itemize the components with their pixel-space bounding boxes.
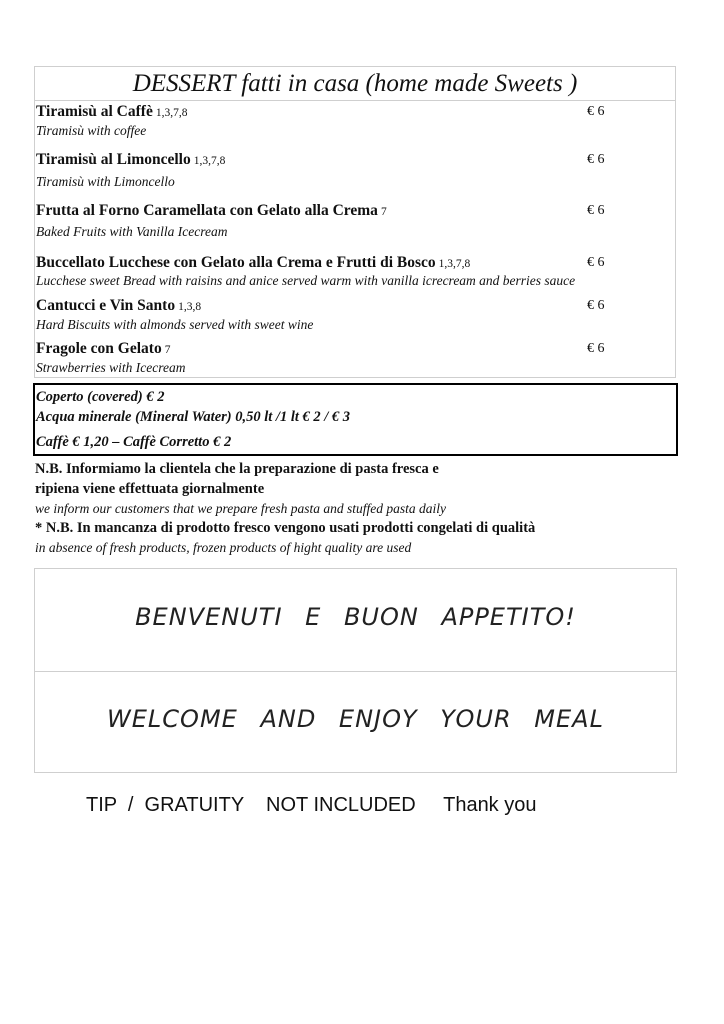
- item-allergens: 1,3,8: [178, 301, 202, 313]
- note-italian-line2: ripiena viene effettuata giornalmente: [35, 481, 265, 497]
- item-price: € 6: [587, 255, 605, 270]
- item-name: Fragole con Gelato 7: [36, 340, 171, 357]
- tip-notice: TIP / GRATUITY NOT INCLUDED Thank you: [86, 794, 537, 816]
- item-description: Lucchese sweet Bread with raisins and anice served warm with vanilla icrecream and berries sauce: [36, 273, 576, 288]
- item-name: Tiramisù al Caffè 1,3,7,8: [36, 103, 188, 120]
- welcome-italian: BENVENUTI E BUON APPETITO!: [135, 603, 576, 631]
- item-allergens: 7: [164, 344, 171, 356]
- item-name: Tiramisù al Limoncello 1,3,7,8: [36, 151, 226, 168]
- welcome-english: WELCOME AND ENJOY YOUR MEAL: [107, 705, 604, 733]
- item-allergens: 7: [380, 206, 387, 218]
- item-allergens: 1,3,7,8: [155, 107, 188, 119]
- note-frozen-english: in absence of fresh products, frozen products of hight quality are used: [35, 540, 412, 555]
- water-line: Acqua minerale (Mineral Water) 0,50 lt /1 lt € 2 / € 3: [36, 409, 351, 425]
- item-description: Tiramisù with coffee: [36, 123, 147, 138]
- item-allergens: 1,3,7,8: [193, 155, 226, 167]
- coperto-line: Coperto (covered) € 2: [36, 389, 165, 405]
- item-price: € 6: [587, 152, 605, 167]
- item-description: Hard Biscuits with almonds served with sweet wine: [36, 317, 314, 332]
- item-allergens: 1,3,7,8: [438, 258, 471, 270]
- item-name: Cantucci e Vin Santo 1,3,8: [36, 297, 202, 314]
- note-frozen-italian: * N.B. In mancanza di prodotto fresco vengono usati prodotti congelati di qualità: [35, 520, 536, 536]
- note-italian-line1: N.B. Informiamo la clientela che la preparazione di pasta fresca e: [35, 461, 439, 477]
- dessert-menu-box: [34, 66, 676, 378]
- item-name: Buccellato Lucchese con Gelato alla Crema e Frutti di Bosco 1,3,7,8: [36, 254, 471, 271]
- extras-box: [33, 383, 678, 456]
- welcome-box: [34, 568, 677, 773]
- welcome-divider: [35, 671, 676, 672]
- item-description: Baked Fruits with Vanilla Icecream: [36, 224, 228, 239]
- coffee-line: Caffè € 1,20 – Caffè Corretto € 2: [36, 434, 232, 450]
- item-price: € 6: [587, 298, 605, 313]
- menu-title: DESSERT fatti in casa (home made Sweets ): [35, 67, 675, 101]
- note-english: we inform our customers that we prepare fresh pasta and stuffed pasta daily: [35, 501, 446, 516]
- item-price: € 6: [587, 104, 605, 119]
- item-description: Strawberries with Icecream: [36, 360, 186, 375]
- item-description: Tiramisù with Limoncello: [36, 174, 175, 189]
- item-price: € 6: [587, 341, 605, 356]
- item-price: € 6: [587, 203, 605, 218]
- item-name: Frutta al Forno Caramellata con Gelato alla Crema 7: [36, 202, 387, 219]
